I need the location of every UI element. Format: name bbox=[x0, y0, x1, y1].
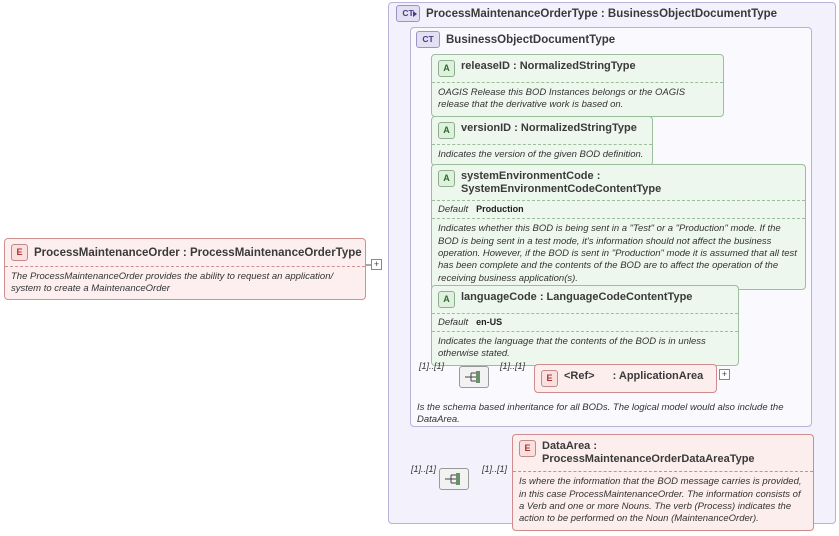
element-badge-icon: E bbox=[541, 370, 558, 387]
default-label: Default bbox=[438, 204, 469, 216]
application-area-expand-button[interactable]: + bbox=[719, 369, 730, 380]
attribute-badge-icon: A bbox=[438, 60, 455, 77]
root-element-header bbox=[5, 239, 365, 266]
attribute-systemenvironmentcode-header bbox=[432, 165, 805, 200]
attribute-releaseid-documentation: OAGIS Release this BOD Instances belongs or the OAGIS release that the derivative work is based on. bbox=[432, 82, 723, 116]
attribute-systemenvironmentcode-title: systemEnvironmentCode : SystemEnvironmentCodeContentType bbox=[461, 170, 662, 195]
application-area-box[interactable] bbox=[534, 364, 717, 393]
data-area-header bbox=[513, 435, 813, 471]
data-area-title: DataArea : ProcessMaintenanceOrderDataAreaType bbox=[542, 440, 755, 466]
attribute-systemenvironmentcode-box[interactable] bbox=[431, 164, 806, 290]
cardinality-outer-left: [1]..[1] bbox=[411, 464, 437, 474]
attribute-versionid-header bbox=[432, 117, 652, 144]
inner-complex-type-documentation: Is the schema based inheritance for all BODs. The logical model would also include the DataArea. bbox=[417, 402, 784, 426]
attribute-languagecode-default bbox=[432, 313, 738, 331]
root-element-box[interactable] bbox=[4, 238, 366, 300]
root-expand-button[interactable]: + bbox=[371, 259, 382, 270]
root-element-documentation: The ProcessMaintenanceOrder provides the ability to request an application/ system to create a MaintenanceOrder bbox=[5, 266, 365, 299]
attribute-versionid-documentation: Indicates the version of the given BOD definition. bbox=[432, 144, 652, 165]
default-label: Default bbox=[438, 317, 469, 328]
complex-type-title: ProcessMaintenanceOrderType : BusinessObjectDocumentType bbox=[426, 7, 778, 20]
root-element-title: ProcessMaintenanceOrder : ProcessMaintenanceOrderType bbox=[34, 246, 362, 259]
attribute-languagecode-header bbox=[432, 286, 738, 313]
attribute-badge-icon: A bbox=[438, 291, 455, 308]
attribute-versionid-box[interactable] bbox=[431, 116, 653, 166]
sequence-compositor-inner[interactable] bbox=[459, 366, 489, 388]
attribute-releaseid-title: releaseID : NormalizedStringType bbox=[461, 60, 636, 72]
attribute-releaseid-box[interactable] bbox=[431, 54, 724, 117]
complex-type-header bbox=[396, 5, 777, 22]
attribute-versionid-title: versionID : NormalizedStringType bbox=[461, 122, 637, 134]
default-value: Production bbox=[476, 204, 524, 215]
element-badge-icon: E bbox=[519, 440, 536, 457]
attribute-languagecode-title: languageCode : LanguageCodeContentType bbox=[461, 291, 693, 303]
complex-type-badge-icon: CT bbox=[396, 5, 420, 22]
cardinality-inner-left: [1]..[1] bbox=[419, 361, 445, 371]
attribute-releaseid-header bbox=[432, 55, 723, 82]
sequence-icon bbox=[443, 472, 465, 486]
application-area-ref-label: <Ref> bbox=[564, 370, 595, 382]
data-area-box[interactable] bbox=[512, 434, 814, 531]
sequence-icon bbox=[463, 370, 485, 384]
inner-complex-type-header bbox=[416, 31, 615, 48]
inner-complex-type-badge-icon: CT bbox=[416, 31, 440, 48]
attribute-badge-icon: A bbox=[438, 170, 455, 187]
inner-complex-type-title: BusinessObjectDocumentType bbox=[446, 33, 616, 46]
cardinality-inner-right: [1]..[1] bbox=[500, 361, 526, 371]
application-area-header bbox=[535, 365, 716, 392]
default-value: en-US bbox=[476, 317, 503, 327]
element-badge-icon: E bbox=[11, 244, 28, 261]
attribute-badge-icon: A bbox=[438, 122, 455, 139]
data-area-documentation: Is where the information that the BOD message carries is provided, in this case ProcessMaintenanceOrder. The information consists of a Verb and one or more Nouns. The verb (Process) indicates the action to be performed on the Noun (MaintenanceOrder). bbox=[513, 471, 813, 529]
attribute-languagecode-documentation: Indicates the language that the contents of the BOD is in unless otherwise stated. bbox=[432, 331, 738, 365]
attribute-systemenvironmentcode-default bbox=[432, 200, 805, 218]
application-area-title: : ApplicationArea bbox=[612, 370, 704, 382]
attribute-languagecode-box[interactable] bbox=[431, 285, 739, 366]
cardinality-outer-right: [1]..[1] bbox=[482, 464, 508, 474]
attribute-systemenvironmentcode-documentation: Indicates whether this BOD is being sent in a "Test" or a "Production" mode. If the BOD is being sent in a test mode, it's information should not affect the business operation. However, if the BOD is sent in "Production" mode it is assumed that all test has been complete and the contents of the BOD are to affect the operation of the receiving business application(s). bbox=[432, 218, 805, 289]
sequence-compositor-outer[interactable] bbox=[439, 468, 469, 490]
